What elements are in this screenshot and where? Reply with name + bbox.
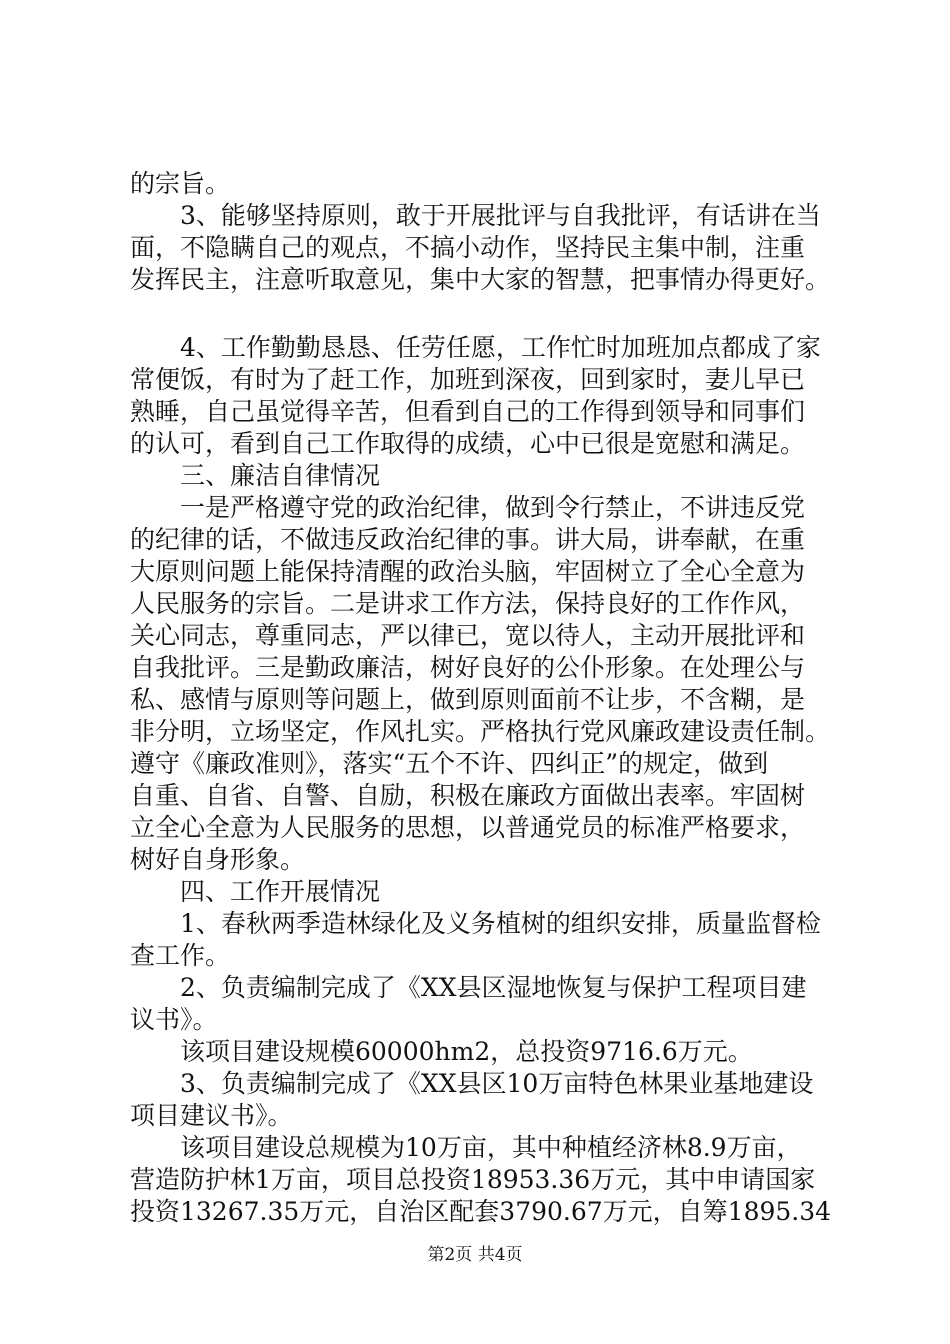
text-line: 1、春秋两季造林绿化及义务植树的组织安排，质量监督检	[130, 909, 821, 938]
text-line: 项目建议书》。	[130, 1101, 293, 1130]
section-heading: 四、工作开展情况	[130, 877, 381, 906]
text-line: 4、工作勤勤恳恳、任劳任愿，工作忙时加班加点都成了家	[130, 333, 821, 362]
text-line: 自重、自省、自警、自励，积极在廉政方面做出表率。牢固树	[130, 781, 806, 810]
text-line: 树好自身形象。	[130, 845, 306, 874]
section-heading: 三、廉洁自律情况	[130, 461, 381, 490]
text-line: 该项目建设总规模为10万亩，其中种植经济林8.9万亩，	[130, 1133, 802, 1162]
text-line: 营造防护林1万亩，项目总投资18953.36万元，其中申请国家	[130, 1165, 816, 1194]
text-line: 人民服务的宗旨。二是讲求工作方法，保持良好的工作作风，	[130, 589, 806, 618]
text-line: 熟睡，自己虽觉得辛苦，但看到自己的工作得到领导和同事们	[130, 397, 806, 426]
text-line: 私、感情与原则等问题上，做到原则面前不让步，不含糊，是	[130, 685, 806, 714]
text-line: 议书》。	[130, 1005, 218, 1034]
text-line: 3、能够坚持原则，敢于开展批评与自我批评，有话讲在当	[130, 201, 821, 230]
text-line: 查工作。	[130, 941, 231, 970]
text-line: 立全心全意为人民服务的思想，以普通党员的标准严格要求，	[130, 813, 806, 842]
text-line: 发挥民主，注意听取意见，集中大家的智慧，把事情办得更好。	[130, 265, 831, 294]
text-line: 的认可，看到自己工作取得的成绩，心中已很是宽慰和满足。	[130, 429, 806, 458]
text-line: 常便饭，有时为了赶工作，加班到深夜，回到家时，妻儿早已	[130, 365, 806, 394]
text-line: 3、负责编制完成了《XX县区10万亩特色林果业基地建设	[130, 1069, 814, 1098]
text-line: 2、负责编制完成了《XX县区湿地恢复与保护工程项目建	[130, 973, 807, 1002]
text-line: 面，不隐瞒自己的观点，不搞小动作，坚持民主集中制，注重	[130, 233, 806, 262]
text-line: 遵守《廉政准则》，落实“五个不许、四纠正”的规定，做到	[130, 749, 769, 778]
text-line: 关心同志，尊重同志，严以律已，宽以待人，主动开展批评和	[130, 621, 806, 650]
page-footer: 第2页 共4页	[427, 1245, 523, 1265]
text-line: 非分明，立场坚定，作风扎实。严格执行党风廉政建设责任制。	[130, 717, 831, 746]
text-line: 大原则问题上能保持清醒的政治头脑，牢固树立了全心全意为	[130, 557, 806, 586]
text-line: 投资13267.35万元，自治区配套3790.67万元，自筹1895.34	[130, 1197, 832, 1226]
text-line: 该项目建设规模60000hm2，总投资9716.6万元。	[130, 1037, 753, 1066]
text-line: 一是严格遵守党的政治纪律，做到令行禁止，不讲违反党	[130, 493, 806, 522]
text-line: 自我批评。三是勤政廉洁，树好良好的公仆形象。在处理公与	[130, 653, 806, 682]
text-line: 的纪律的话，不做违反政治纪律的事。讲大局，讲奉献，在重	[130, 525, 806, 554]
text-line: 的宗旨。	[130, 169, 231, 198]
